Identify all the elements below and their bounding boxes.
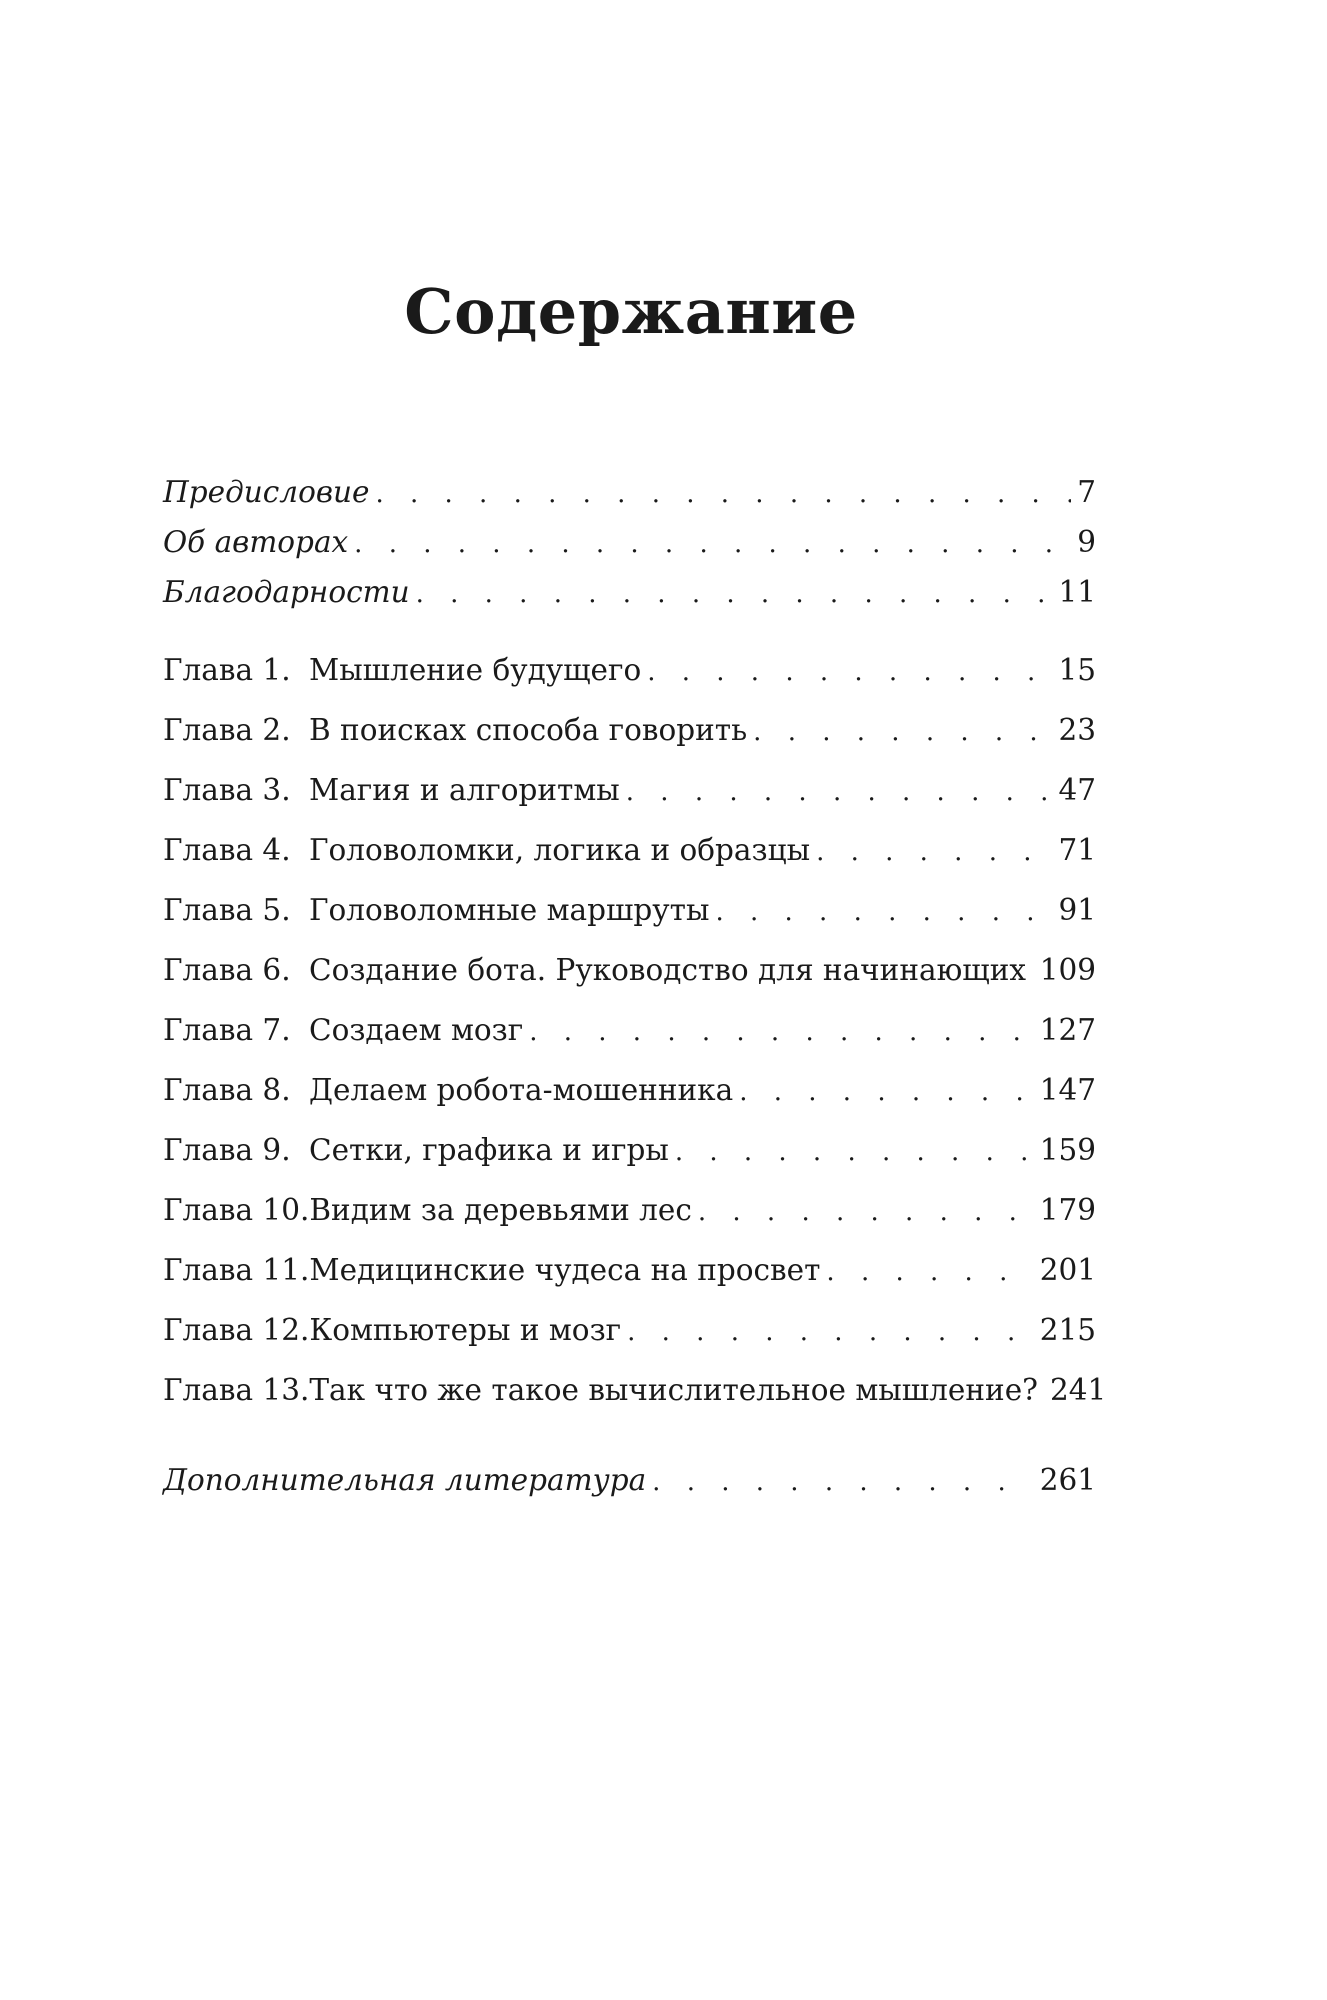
dot-leader [1032,950,1034,994]
dot-leader [675,1130,1034,1174]
toc-entry-about-authors[interactable] [163,520,1096,564]
toc-entry-label: Магия и алгоритмы [309,773,620,807]
toc-entry-label: Благодарности [163,575,410,609]
toc-entry-preface[interactable] [163,470,1096,514]
toc-entry-chapter-11[interactable] [163,1248,1096,1292]
chapter-number: Глава 5. [163,893,291,927]
dot-leader [715,890,1052,934]
dot-leader [529,1010,1033,1054]
dot-leader [627,1310,1034,1354]
chapter-number: Глава 1. [163,653,291,687]
toc-entry-page: 71 [1058,833,1096,867]
dot-leader [698,1190,1034,1234]
toc-entry-page: 15 [1058,653,1096,687]
toc-entry-label: Сетки, графика и игры [309,1133,669,1167]
dot-leader [626,770,1053,814]
dot-leader [647,650,1052,694]
toc-entry-further-reading[interactable] [163,1458,1096,1502]
toc-entry-chapter-7[interactable] [163,1008,1096,1052]
toc-entry-chapter-4[interactable] [163,828,1096,872]
toc-entry-page: 127 [1039,1013,1096,1047]
toc-entry-chapter-3[interactable] [163,768,1096,812]
chapter-number: Глава 10. [163,1193,310,1227]
toc-entry-page: 47 [1058,773,1096,807]
toc-entry-chapter-10[interactable] [163,1188,1096,1232]
dot-leader [739,1070,1033,1114]
toc-entry-page: 7 [1077,475,1096,509]
dot-leader [816,830,1052,874]
chapter-number: Глава 7. [163,1013,291,1047]
dot-leader [375,472,1071,516]
toc-entry-page: 11 [1058,575,1096,609]
chapter-number: Глава 3. [163,773,291,807]
toc-entry-label: Делаем робота-мошенника [309,1073,734,1107]
dot-leader [652,1460,1034,1504]
toc-entry-page: 23 [1058,713,1096,747]
toc-entry-label: Создаем мозг [309,1013,524,1047]
toc-entry-chapter-13[interactable] [163,1368,1107,1412]
toc-entry-label: Дополнительная литература [163,1463,647,1497]
toc-entry-label: В поисках способа говорить [309,713,748,747]
page-title: Содержание [404,274,858,348]
toc-entry-page: 201 [1039,1253,1096,1287]
toc-entry-page: 159 [1039,1133,1096,1167]
toc-entry-label: Создание бота. Руководство для начинающих [309,953,1027,987]
toc-entry-page: 109 [1039,953,1096,987]
dot-leader [826,1250,1033,1294]
toc-entry-chapter-12[interactable] [163,1308,1096,1352]
chapter-number: Глава 13. [163,1373,310,1407]
toc-entry-acknowledgements[interactable] [163,570,1096,614]
toc-entry-chapter-2[interactable] [163,708,1096,752]
toc-entry-page: 215 [1039,1313,1096,1347]
toc-entry-label: Об авторах [163,525,349,559]
toc-entry-chapter-8[interactable] [163,1068,1096,1112]
toc-entry-label: Видим за деревьями лес [309,1193,692,1227]
toc-entry-page: 9 [1077,525,1096,559]
chapter-number: Глава 11. [163,1253,310,1287]
toc-entry-chapter-1[interactable] [163,648,1096,692]
toc-entry-page: 179 [1039,1193,1096,1227]
toc-entry-chapter-9[interactable] [163,1128,1096,1172]
toc-entry-chapter-5[interactable] [163,888,1096,932]
chapter-number: Глава 8. [163,1073,291,1107]
toc-entry-page: 91 [1058,893,1096,927]
toc-entry-page: 261 [1039,1463,1096,1497]
chapter-number: Глава 9. [163,1133,291,1167]
chapter-number: Глава 4. [163,833,291,867]
toc-entry-chapter-6[interactable] [163,948,1096,992]
toc-entry-page: 241 [1049,1373,1107,1407]
toc-entry-label: Головоломные маршруты [309,893,710,927]
dot-leader [753,710,1052,754]
chapter-number: Глава 2. [163,713,291,747]
chapter-number: Глава 6. [163,953,291,987]
chapter-number: Глава 12. [163,1313,310,1347]
toc-entry-label: Медицинские чудеса на просвет [309,1253,821,1287]
dot-leader [416,572,1053,616]
toc-entry-label: Предисловие [163,475,370,509]
toc-entry-page: 147 [1039,1073,1096,1107]
toc-entry-label: Мышление будущего [309,653,642,687]
dot-leader [354,522,1071,566]
toc-entry-label: Головоломки, логика и образцы [309,833,811,867]
toc-entry-label: Так что же такое вычислительное мышление? [309,1373,1038,1407]
toc-entry-label: Компьютеры и мозг [309,1313,622,1347]
